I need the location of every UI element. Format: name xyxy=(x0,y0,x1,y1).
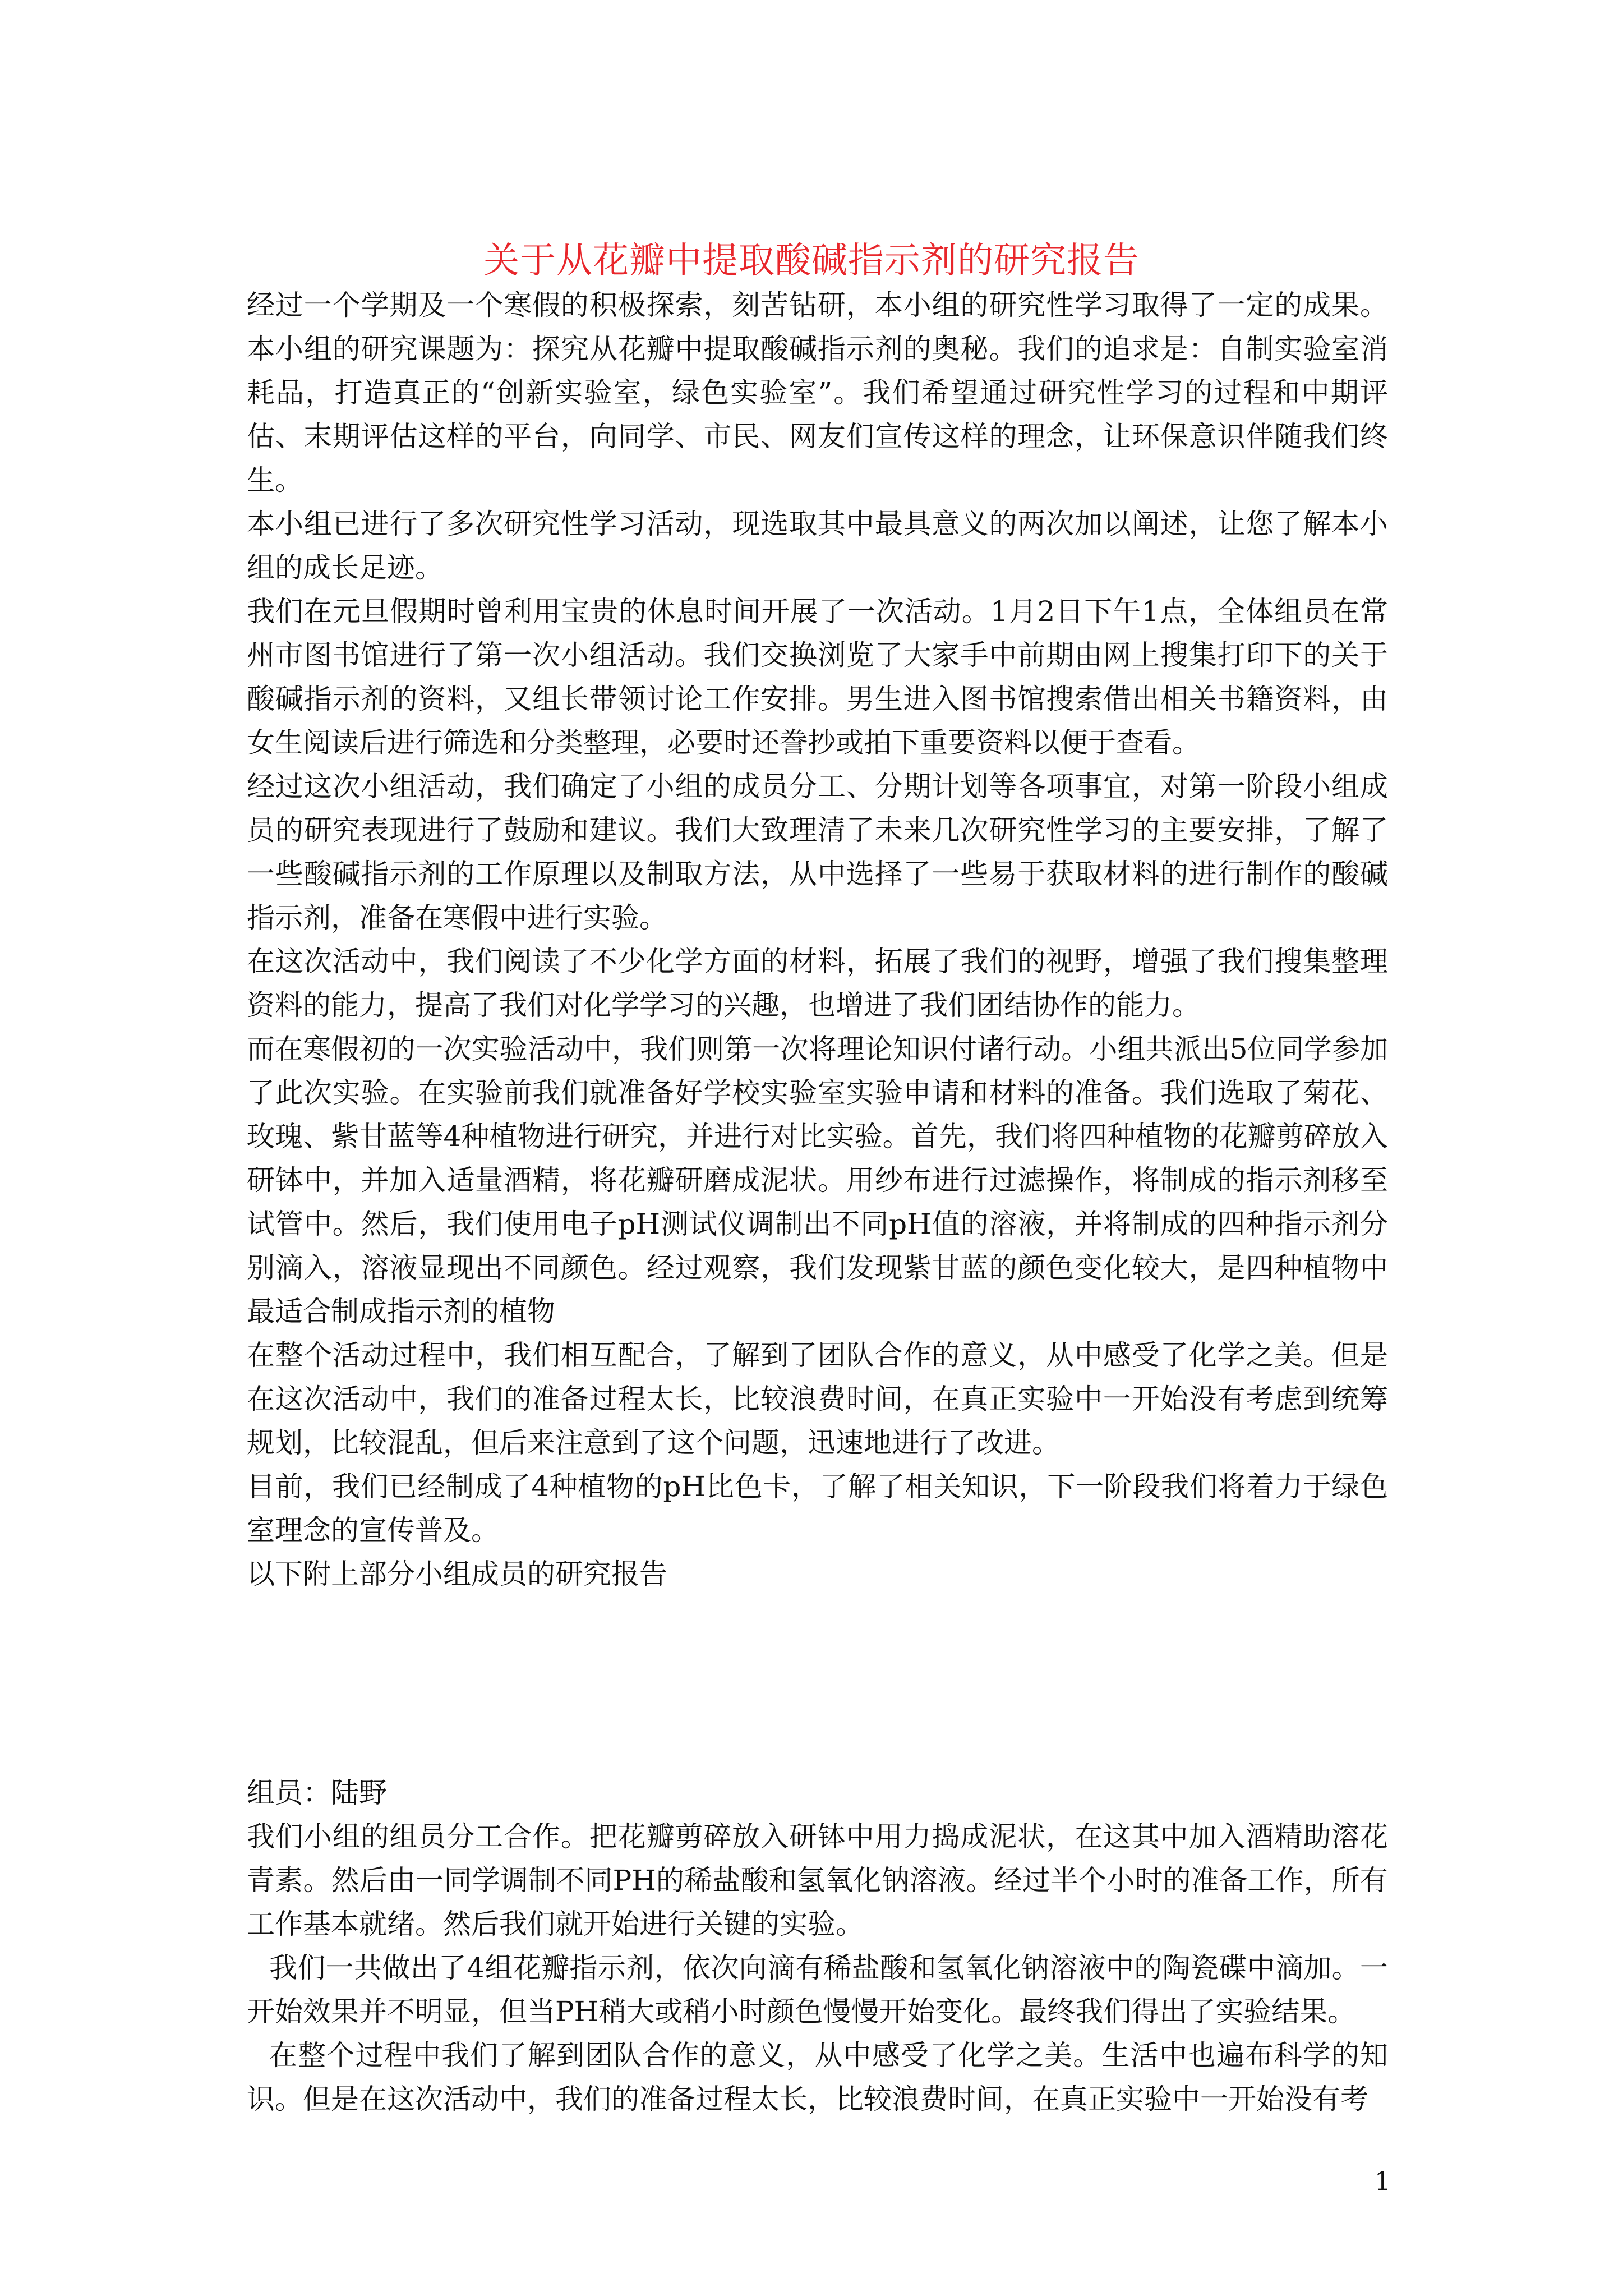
member-paragraph-1: 我们小组的组员分工合作。把花瓣剪碎放入研钵中用力捣成泥状，在这其中加入酒精助溶花青素。然后由一同学调制不同PH的稀盐酸和氢氧化钠溶液。经过半个小时的准备工作，所有工作基本就绪。然后我们就开始进行关键的实验。 xyxy=(247,1820,1388,1940)
paragraph-intro: 经过一个学期及一个寒假的积极探索，刻苦钻研，本小组的研究性学习取得了一定的成果。本小组的研究课题为：探究从花瓣中提取酸碱指示剂的奥秘。我们的追求是：自制实验室消耗品，打造真正的“创新实验室，绿色实验室”。我们希望通过研究性学习的过程和中期评估、末期评估这样的平台，向同学、市民、网友们宣传这样的理念，让环保意识伴随我们终生。 xyxy=(247,289,1388,496)
paragraph-library-activity: 我们在元旦假期时曾利用宝贵的休息时间开展了一次活动。1月2日下午1点，全体组员在常州市图书馆进行了第一次小组活动。我们交换浏览了大家手中前期由网上搜集打印下的关于酸碱指示剂的资料，又组长带领讨论工作安排。男生进入图书馆搜索借出相关书籍资料，由女生阅读后进行筛选和分类整理，必要时还誊抄或拍下重要资料以便于查看。 xyxy=(247,595,1388,759)
document-title: 关于从花瓣中提取酸碱指示剂的研究报告 xyxy=(483,240,1140,282)
paragraph-reading-benefits: 在这次活动中，我们阅读了不少化学方面的材料，拓展了我们的视野，增强了我们搜集整理资料的能力，提高了我们对化学学习的兴趣，也增进了我们团结协作的能力。 xyxy=(247,945,1388,1022)
member-paragraph-3: 在整个过程中我们了解到团队合作的意义，从中感受了化学之美。生活中也遍布科学的知识。但是在这次活动中，我们的准备过程太长，比较浪费时间，在真正实验中一开始没有考 xyxy=(247,2039,1388,2115)
paragraph-appendix-note: 以下附上部分小组成员的研究报告 xyxy=(247,1558,667,1590)
paragraph-reflection: 在整个活动过程中，我们相互配合，了解到了团队合作的意义，从中感受了化学之美。但是在这次活动中，我们的准备过程太长，比较浪费时间，在真正实验中一开始没有考虑到统筹规划，比较混乱，但后来注意到了这个问题，迅速地进行了改进。 xyxy=(247,1339,1388,1459)
member-heading: 组员：陆野 xyxy=(247,1777,387,1809)
member-paragraph-2: 我们一共做出了4组花瓣指示剂，依次向滴有稀盐酸和氢氧化钠溶液中的陶瓷碟中滴加。一开始效果并不明显，但当PH稍大或稍小时颜色慢慢开始变化。最终我们得出了实验结果。 xyxy=(247,1952,1388,2028)
page-number: 1 xyxy=(1374,2166,1391,2196)
paragraph-experiment: 而在寒假初的一次实验活动中，我们则第一次将理论知识付诸行动。小组共派出5位同学参加了此次实验。在实验前我们就准备好学校实验室实验申请和材料的准备。我们选取了菊花、玫瑰、紫甘蓝等4种植物进行研究，并进行对比实验。首先，我们将四种植物的花瓣剪碎放入研钵中，并加入适量酒精，将花瓣研磨成泥状。用纱布进行过滤操作，将制成的指示剂移至试管中。然后，我们使用电子pH测试仪调制出不同pH值的溶液，并将制成的四种指示剂分别滴入，溶液显现出不同颜色。经过观察，我们发现紫甘蓝的颜色变化较大，是四种植物中最适合制成指示剂的植物 xyxy=(247,1033,1388,1328)
document-body xyxy=(247,283,1388,2121)
paragraph-current-progress: 目前，我们已经制成了4种植物的pH比色卡，了解了相关知识，下一阶段我们将着力于绿色室理念的宣传普及。 xyxy=(247,1470,1388,1547)
section-spacer xyxy=(247,1596,1388,1771)
paragraph-activities-overview: 本小组已进行了多次研究性学习活动，现选取其中最具意义的两次加以阐述，让您了解本小组的成长足迹。 xyxy=(247,508,1388,584)
paragraph-group-planning: 经过这次小组活动，我们确定了小组的成员分工、分期计划等各项事宜，对第一阶段小组成员的研究表现进行了鼓励和建议。我们大致理清了未来几次研究性学习的主要安排，了解了一些酸碱指示剂的工作原理以及制取方法，从中选择了一些易于获取材料的进行制作的酸碱指示剂，准备在寒假中进行实验。 xyxy=(247,770,1388,934)
